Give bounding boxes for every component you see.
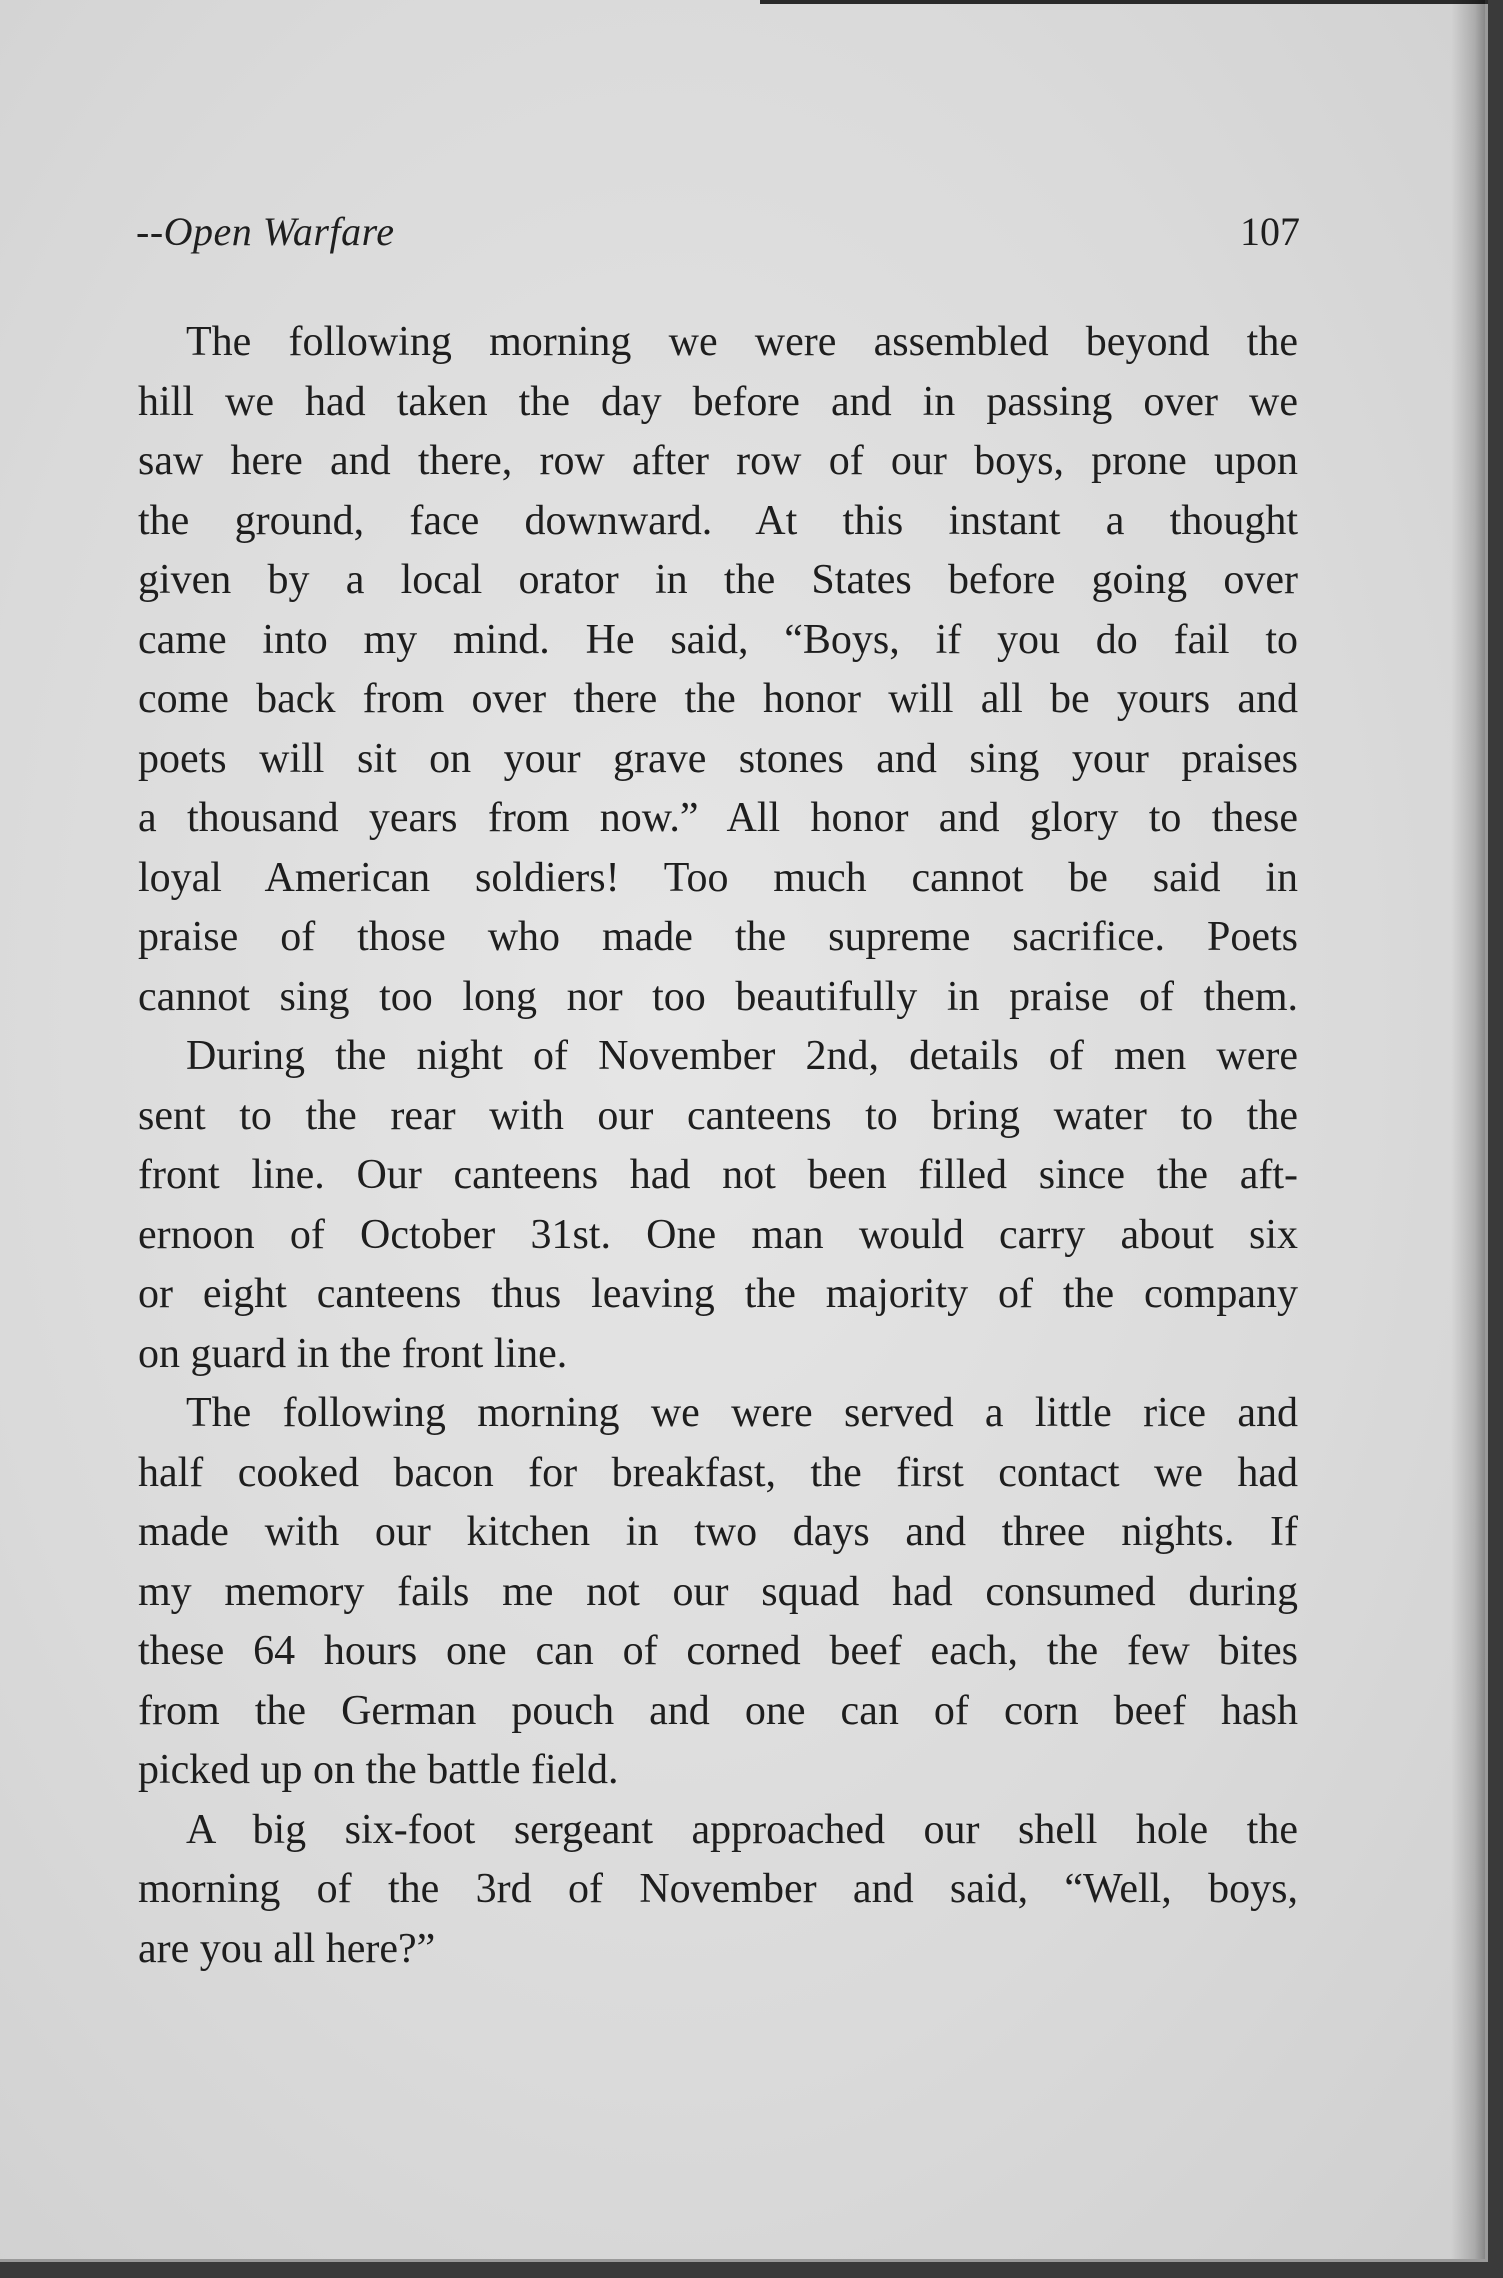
text-line: made with our kitchen in two days and three nights. If xyxy=(138,1509,1298,1555)
text-line: half cooked bacon for breakfast, the first contact we had xyxy=(138,1449,1298,1496)
paragraph xyxy=(138,313,1298,1027)
text-line: are you all here?” xyxy=(138,1925,436,1972)
text-line: morning of the 3rd of November and said, “Well, boys, xyxy=(138,1866,1298,1912)
text-line: cannot sing too long nor too beautifully in praise of them. xyxy=(138,973,1298,1020)
text-line: saw here and there, row after row of our boys, prone upon xyxy=(138,438,1298,484)
page-header xyxy=(136,208,1300,272)
text-line: loyal American soldiers! Too much cannot be said in xyxy=(138,854,1298,901)
text-line: my memory fails me not our squad had consumed during xyxy=(138,1568,1298,1615)
text-line: on guard in the front line. xyxy=(138,1330,568,1377)
text-line: come back from over there the honor will all be yours and xyxy=(138,676,1298,722)
text-line: or eight canteens thus leaving the majority of the company xyxy=(138,1271,1298,1317)
text-line: front line. Our canteens had not been filled since the aft- xyxy=(138,1152,1298,1198)
text-line: praise of those who made the supreme sacrifice. Poets xyxy=(138,914,1298,960)
page-top-edge xyxy=(760,0,1488,4)
text-line: poets will sit on your grave stones and sing your praises xyxy=(138,735,1298,782)
text-line: ernoon of October 31st. One man would carry about six xyxy=(138,1211,1298,1258)
paragraph xyxy=(138,1384,1298,1801)
text-line: these 64 hours one can of corned beef each, the few bites xyxy=(138,1628,1298,1674)
text-line: hill we had taken the day before and in passing over we xyxy=(138,378,1298,425)
running-title: --Open Warfare xyxy=(136,209,395,254)
text-line: During the night of November 2nd, details of men were xyxy=(186,1033,1298,1079)
text-line: sent to the rear with our canteens to bring water to the xyxy=(138,1092,1298,1139)
text-line: given by a local orator in the States before going over xyxy=(138,557,1298,603)
text-line: from the German pouch and one can of corn beef hash xyxy=(138,1687,1298,1734)
text-line: A big six-foot sergeant approached our shell hole the xyxy=(186,1806,1298,1853)
paragraph xyxy=(138,1027,1298,1384)
text-line: came into my mind. He said, “Boys, if you do fail to xyxy=(138,616,1298,663)
text-line: The following morning we were served a little rice and xyxy=(186,1390,1298,1436)
paragraph xyxy=(138,1801,1298,1980)
body-text xyxy=(138,313,1298,1979)
text-line: a thousand years from now.” All honor and glory to these xyxy=(138,795,1298,841)
text-line: The following morning we were assembled beyond the xyxy=(186,319,1298,365)
text-line: picked up on the battle field. xyxy=(138,1747,619,1793)
spine-shadow xyxy=(1451,0,1485,2259)
page-number: 107 xyxy=(1240,209,1300,254)
text-line: the ground, face downward. At this instant a thought xyxy=(138,497,1298,544)
